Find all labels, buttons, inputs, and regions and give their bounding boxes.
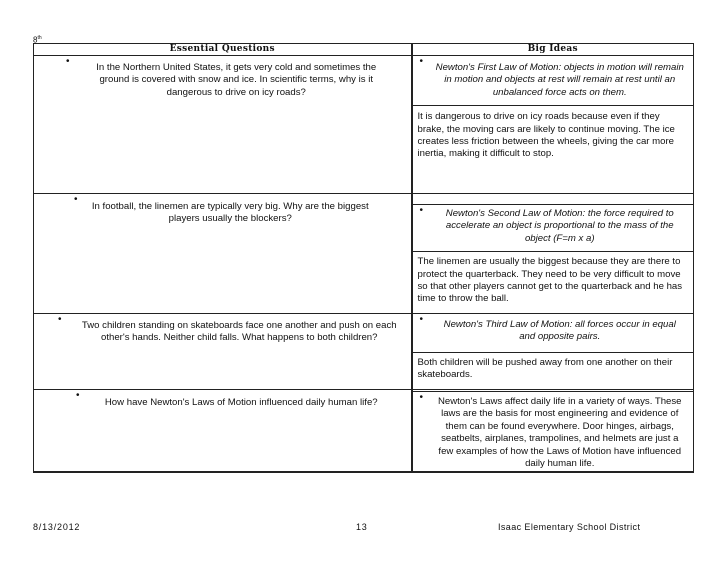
bullet-icon: • [74, 194, 78, 205]
bullet-icon: • [419, 392, 424, 403]
question-cell [34, 390, 412, 472]
table-row [34, 56, 694, 194]
grade-suffix: th [37, 35, 42, 41]
table-row [34, 194, 694, 314]
question-text: How have Newton's Laws of Motion influenced daily human life? [104, 397, 378, 408]
question-text: Two children standing on skateboards face one another and push on each other's hands. Neither child falls. What happens to both children? [81, 320, 397, 344]
answer-text: Both children will be pushed away from one another on their skateboards. [417, 356, 673, 381]
idea-text: Newton's Third Law of Motion: all forces occur in equal and opposite pairs. [443, 319, 676, 343]
big-ideas-header: Big Ideas [412, 44, 694, 56]
bullet-icon: • [419, 314, 424, 325]
table-row [34, 314, 694, 390]
answer-text: It is dangerous to drive on icy roads because even if they brake, the moving cars are likely to continue moving. The ice creates less friction between the wheels, giving the car more inertia, making it difficult to stop. [417, 111, 675, 160]
idea-text: Newton's Second Law of Motion: the force required to accelerate an object is proportional to the mass of the object (F=m x a) [445, 208, 674, 244]
idea-text: Newton's Laws affect daily life in a variety of ways. These laws are the basis for most engineering and evidence of them can be found everywhere. Door hinges, airbags, seatbelts, airplanes, trampolines, and helmets are just a few examples of how the Laws of Motion have influenced daily human life. [437, 396, 682, 470]
question-cell [34, 56, 412, 194]
bullet-icon: • [76, 390, 80, 401]
footer-district: Isaac Elementary School District [498, 522, 641, 532]
bullet-icon: • [419, 56, 424, 67]
table-row [34, 390, 694, 472]
idea-cell [412, 194, 694, 314]
question-text: In football, the linemen are typically very big. Why are the biggest players usually the blockers? [91, 201, 369, 225]
essential-questions-header: Essential Questions [34, 44, 412, 56]
idea-cell [412, 314, 694, 390]
question-text: In the Northern United States, it gets very cold and sometimes the ground is covered with snow and ice. In scientific terms, why is it dangerous to drive on icy roads? [96, 62, 377, 98]
idea-cell [412, 390, 694, 472]
bullet-icon: • [66, 56, 70, 67]
answer-text: The linemen are usually the biggest because they are there to protect the quarterback. They need to be very difficult to move so that other players cannot get to the quarterback and he has time to throw the ball. [417, 256, 683, 305]
bullet-icon: • [419, 205, 424, 216]
question-cell [34, 314, 412, 390]
bullet-icon: • [58, 314, 62, 325]
footer-date: 8/13/2012 [33, 522, 81, 532]
idea-text: Newton's First Law of Motion: objects in motion will remain in motion and objects at rest will remain at rest until an unbalanced force acts on them. [435, 62, 684, 98]
questions-table [33, 43, 694, 473]
question-cell [34, 194, 412, 314]
grade-number: 8 [33, 35, 38, 45]
table-header-row [34, 44, 694, 56]
idea-cell [412, 56, 694, 194]
footer-page-number: 13 [356, 522, 368, 532]
